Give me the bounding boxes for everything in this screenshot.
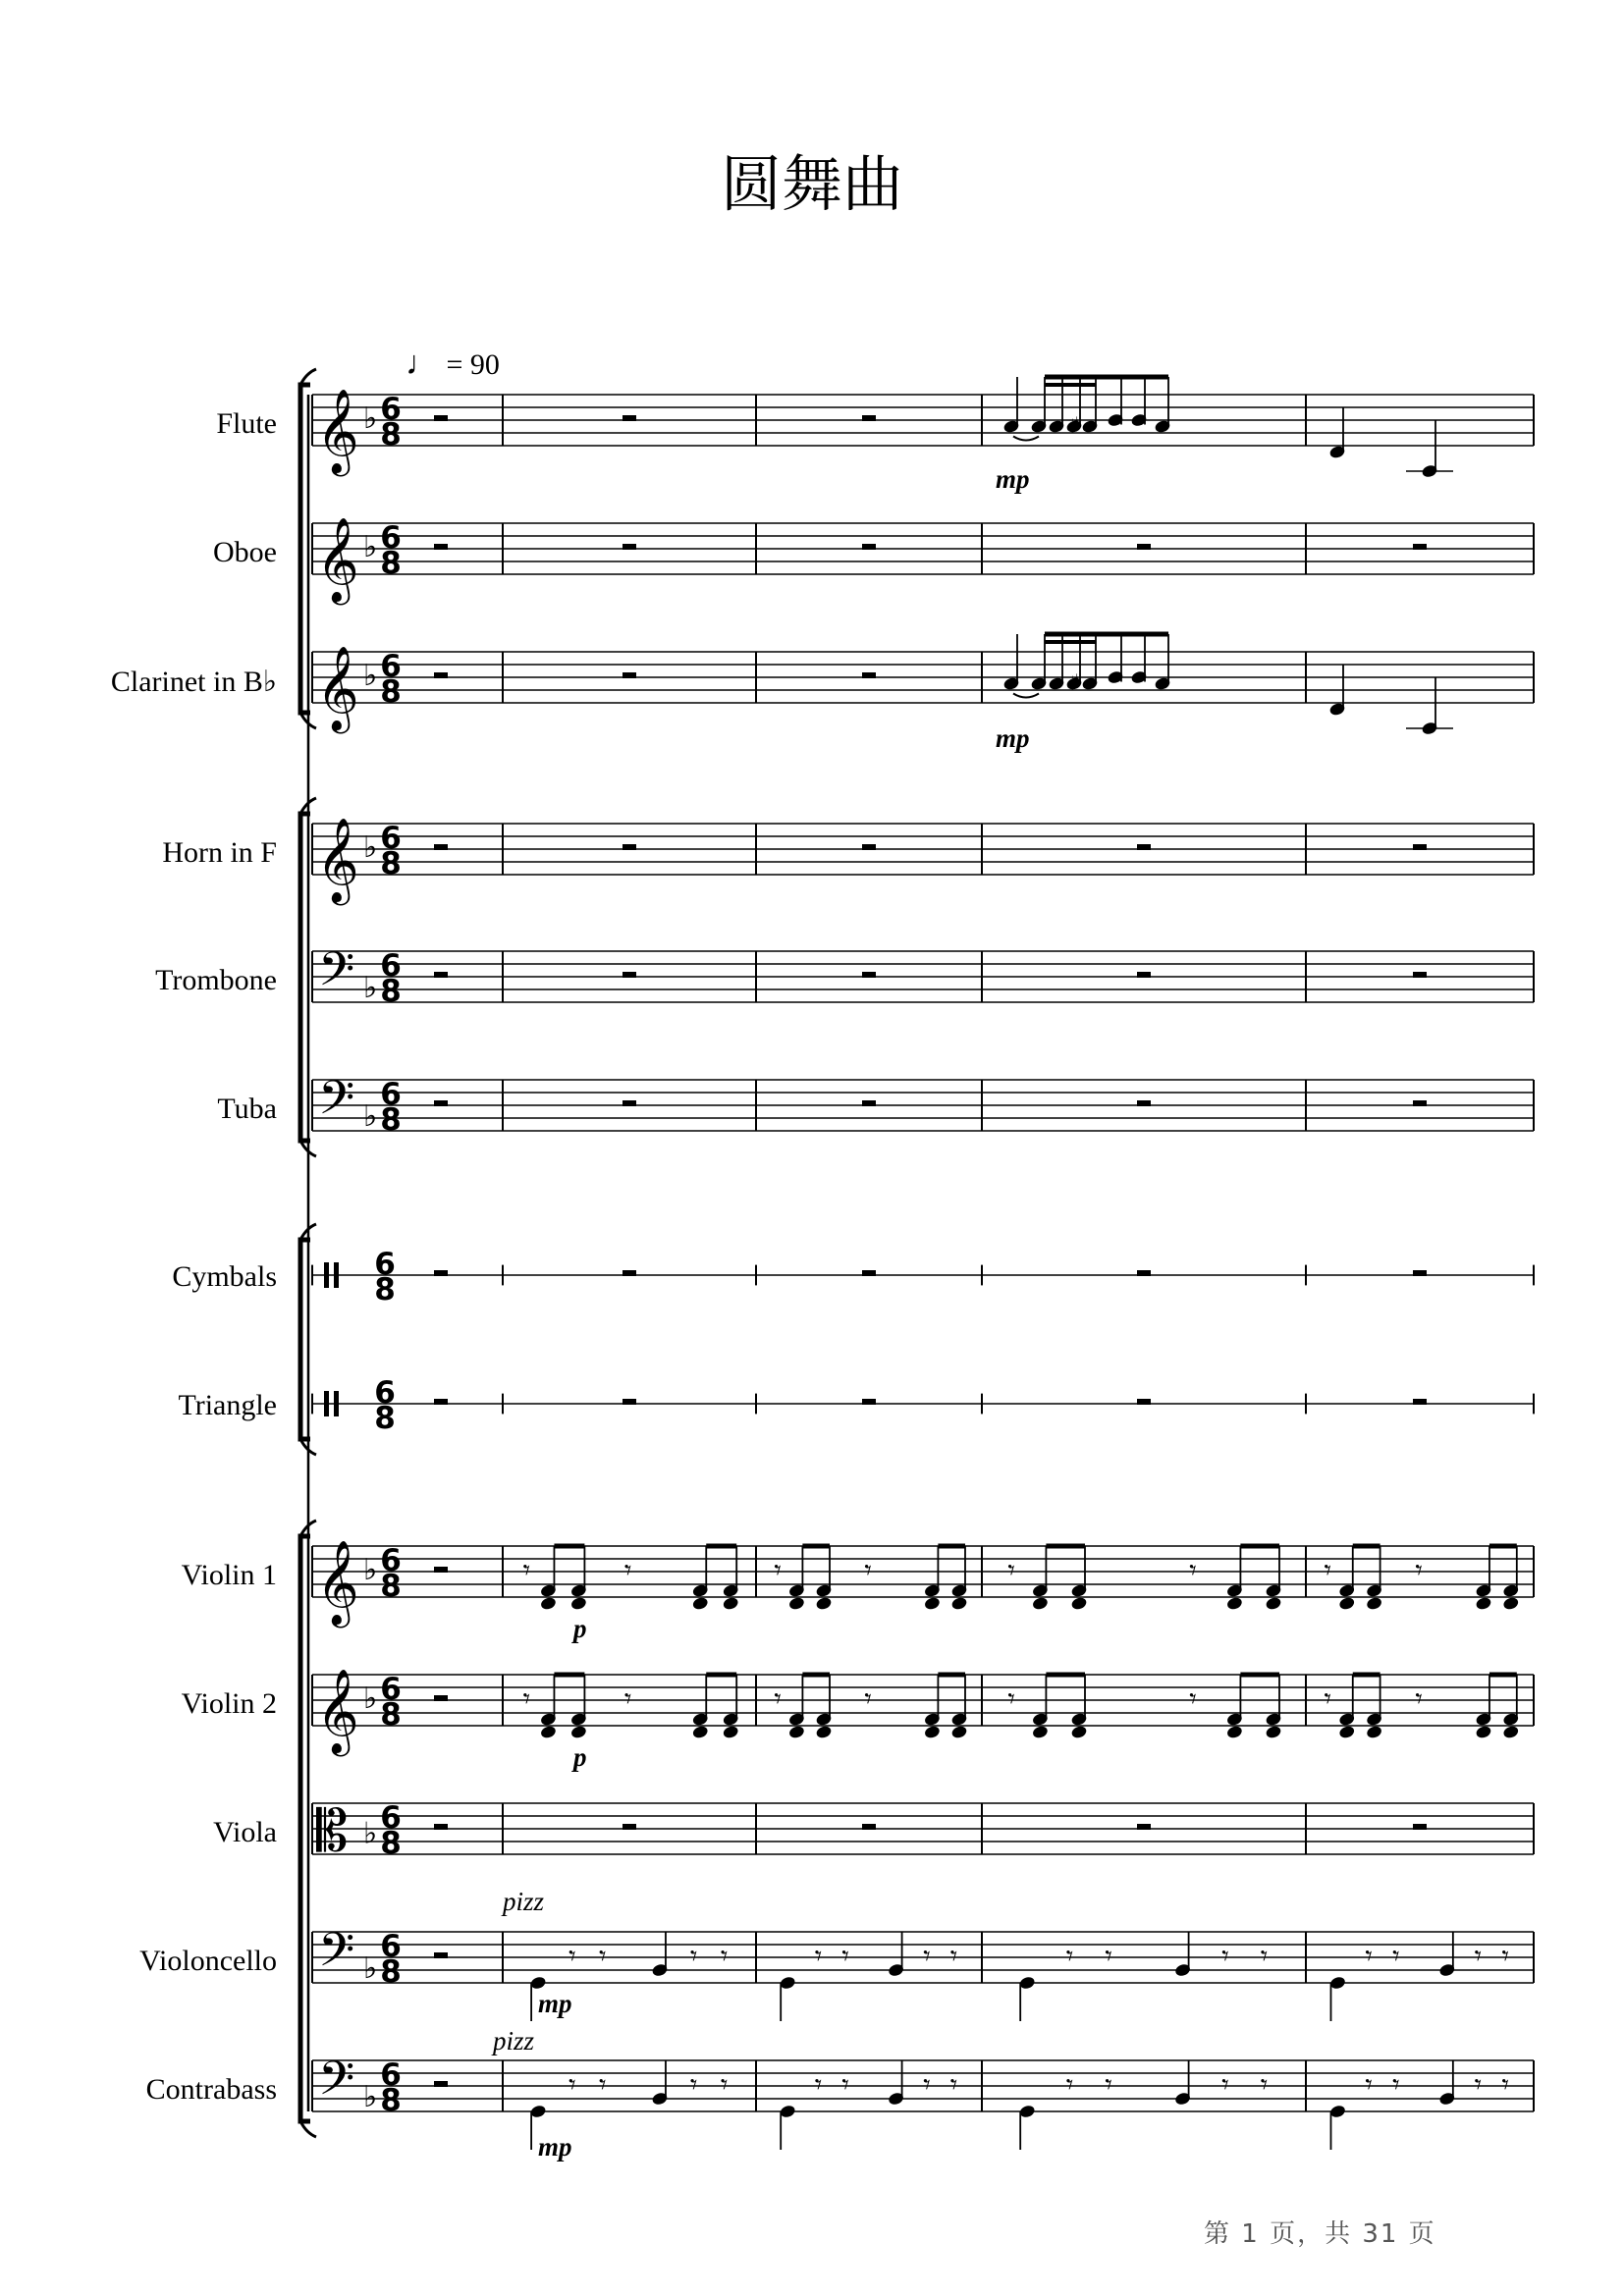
eighth-rest-icon: 𝄾 xyxy=(1260,2067,1269,2101)
notehead xyxy=(1366,1725,1383,1739)
notehead xyxy=(722,1725,739,1739)
eighth-rest-icon: 𝄾 xyxy=(720,1939,729,1972)
dynamic-cello: mp xyxy=(538,1989,572,2018)
notehead xyxy=(569,1725,587,1739)
notehead xyxy=(787,1725,805,1739)
label-contrabass: Contrabass xyxy=(145,2073,277,2106)
rest-icon xyxy=(1413,1100,1427,1106)
eighth-rest-icon: 𝄾 xyxy=(774,1553,782,1586)
rest-icon xyxy=(1137,1399,1151,1405)
score-title: 圆舞曲 xyxy=(720,148,903,220)
label-cymbals: Cymbals xyxy=(172,1260,277,1293)
rest-icon xyxy=(623,1270,636,1276)
percussion-clef-icon xyxy=(334,1262,339,1288)
staff-4 xyxy=(312,824,1534,875)
staff-7 xyxy=(312,1265,1534,1286)
rest-icon xyxy=(434,1270,448,1276)
eighth-rest-icon: 𝄾 xyxy=(841,1939,849,1972)
time-sig-top: 6 xyxy=(374,1247,396,1282)
eighth-rest-icon: 𝄾 xyxy=(1365,1939,1373,1972)
label-viola: Viola xyxy=(213,1816,277,1848)
bass-clef-icon: 𝄢 xyxy=(318,1922,355,1989)
rest-icon xyxy=(623,972,636,978)
quarter-note-icon: ♩ xyxy=(406,346,439,382)
flat-key-icon: ♭ xyxy=(363,401,378,436)
eighth-rest-icon: 𝄾 xyxy=(599,1939,607,1972)
time-sig-top: 6 xyxy=(380,1800,402,1836)
time-sig-top: 6 xyxy=(380,2057,402,2093)
eighth-rest-icon: 𝄾 xyxy=(1221,1939,1229,1972)
flat-key-icon: ♭ xyxy=(363,830,378,865)
time-sig-top: 6 xyxy=(380,948,402,984)
rest-icon xyxy=(623,1100,636,1106)
rest-icon xyxy=(623,415,636,421)
notehead xyxy=(1338,1725,1356,1739)
eighth-rest-icon: 𝄾 xyxy=(814,2067,823,2101)
eighth-rest-icon: 𝄾 xyxy=(1415,1553,1423,1586)
rest-icon xyxy=(1413,972,1427,978)
notehead xyxy=(722,1596,739,1611)
notehead xyxy=(1265,1596,1282,1611)
time-sig-top: 6 xyxy=(380,520,402,556)
eighth-rest-icon: 𝄾 xyxy=(1105,1939,1112,1972)
rest-icon xyxy=(623,544,636,550)
time-sig-bottom: 8 xyxy=(380,974,402,1009)
flat-key-icon: ♭ xyxy=(363,971,378,1005)
label-trombone: Trombone xyxy=(155,964,277,996)
percussion-clef-icon xyxy=(324,1262,329,1288)
flat-key-icon: ♭ xyxy=(363,530,378,564)
time-sig-bottom: 8 xyxy=(380,1697,402,1733)
rest-icon xyxy=(434,544,448,550)
time-sig-bottom: 8 xyxy=(374,1401,396,1436)
sharp-icon: ♯ xyxy=(1069,413,1080,439)
flat-key-icon: ♭ xyxy=(363,1951,378,1986)
notehead xyxy=(1070,1596,1088,1611)
dynamic-clarinet: mp xyxy=(996,723,1030,753)
eighth-rest-icon: 𝄾 xyxy=(1324,1682,1332,1715)
flat-key-icon: ♭ xyxy=(363,1682,378,1716)
dynamic-flute: mp xyxy=(996,464,1030,494)
page-footer: 第 1 页，共 31 页 xyxy=(1204,2219,1436,2249)
treble-clef-icon: 𝄞 xyxy=(316,1669,359,1753)
rest-icon xyxy=(862,1824,876,1830)
time-sig-bottom: 8 xyxy=(380,1826,402,1861)
rest-icon xyxy=(623,844,636,850)
eighth-rest-icon: 𝄾 xyxy=(1065,1939,1074,1972)
staff-3 xyxy=(312,652,1534,703)
bass-clef-icon: 𝄢 xyxy=(318,1070,355,1137)
eighth-rest-icon: 𝄾 xyxy=(1221,2067,1229,2101)
notehead xyxy=(815,1725,833,1739)
rest-icon xyxy=(862,844,876,850)
time-sig-top: 6 xyxy=(380,1543,402,1578)
flat-key-icon: ♭ xyxy=(363,1553,378,1587)
treble-clef-icon: 𝄞 xyxy=(316,517,359,602)
tie-icon xyxy=(1013,437,1039,441)
eighth-rest-icon: 𝄾 xyxy=(522,1682,531,1715)
time-sig-top: 6 xyxy=(380,649,402,684)
technique-cello: pizz xyxy=(503,1887,545,1916)
rest-icon xyxy=(862,672,876,678)
eighth-rest-icon: 𝄾 xyxy=(1415,1682,1423,1715)
eighth-rest-icon: 𝄾 xyxy=(522,1553,531,1586)
eighth-rest-icon: 𝄾 xyxy=(1392,1939,1400,1972)
alto-clef-icon: 𝄡 xyxy=(316,1797,349,1864)
time-sig-bottom: 8 xyxy=(380,1569,402,1604)
eighth-rest-icon: 𝄾 xyxy=(1260,1939,1269,1972)
flat-key-icon: ♭ xyxy=(363,2080,378,2114)
rest-icon xyxy=(862,415,876,421)
eighth-rest-icon: 𝄾 xyxy=(774,1682,782,1715)
rest-icon xyxy=(434,1695,448,1701)
rest-icon xyxy=(434,672,448,678)
percussion-clef-icon xyxy=(334,1391,339,1416)
technique-contrabass: pizz xyxy=(493,2026,535,2056)
rest-icon xyxy=(862,544,876,550)
eighth-rest-icon: 𝄾 xyxy=(1501,1939,1509,1972)
time-sig-bottom: 8 xyxy=(380,2083,402,2118)
rest-icon xyxy=(434,415,448,421)
time-sig-top: 6 xyxy=(380,821,402,856)
eighth-rest-icon: 𝄾 xyxy=(689,2067,698,2101)
notehead xyxy=(1338,1596,1356,1611)
treble-clef-icon: 𝄞 xyxy=(316,646,359,730)
rest-icon xyxy=(623,672,636,678)
rest-icon xyxy=(862,1270,876,1276)
staff-8 xyxy=(312,1394,1534,1415)
eighth-rest-icon: 𝄾 xyxy=(623,1682,632,1715)
dynamic-contrabass: mp xyxy=(538,2132,572,2162)
notehead xyxy=(1031,1596,1049,1611)
notehead xyxy=(1475,1725,1492,1739)
notehead xyxy=(1502,1725,1520,1739)
notehead xyxy=(1225,1725,1243,1739)
notehead xyxy=(923,1725,941,1739)
label-clarinet: Clarinet in B♭ xyxy=(110,666,277,698)
rest-icon xyxy=(623,1824,636,1830)
eighth-rest-icon: 𝄾 xyxy=(1007,1682,1015,1715)
eighth-rest-icon: 𝄾 xyxy=(1189,1682,1197,1715)
eighth-rest-icon: 𝄾 xyxy=(1065,2067,1074,2101)
sharp-icon: ♯ xyxy=(1069,670,1080,696)
time-sig-bottom: 8 xyxy=(374,1272,396,1308)
dynamic-violin-2: p xyxy=(573,1742,587,1772)
eighth-rest-icon: 𝄾 xyxy=(1007,1553,1015,1586)
rest-icon xyxy=(1137,972,1151,978)
rest-icon xyxy=(1137,544,1151,550)
flat-key-icon: ♭ xyxy=(363,659,378,693)
eighth-rest-icon: 𝄾 xyxy=(1365,2067,1373,2101)
time-sig-top: 6 xyxy=(380,392,402,427)
label-violoncello: Violoncello xyxy=(139,1945,277,1977)
notehead xyxy=(569,1596,587,1611)
eighth-rest-icon: 𝄾 xyxy=(568,1939,576,1972)
rest-icon xyxy=(1413,1270,1427,1276)
label-violin-1: Violin 1 xyxy=(181,1559,277,1591)
eighth-rest-icon: 𝄾 xyxy=(1474,2067,1483,2101)
eighth-rest-icon: 𝄾 xyxy=(689,1939,698,1972)
eighth-rest-icon: 𝄾 xyxy=(720,2067,729,2101)
eighth-rest-icon: 𝄾 xyxy=(864,1682,872,1715)
eighth-rest-icon: 𝄾 xyxy=(623,1553,632,1586)
staff-2 xyxy=(312,523,1534,574)
treble-clef-icon: 𝄞 xyxy=(316,1540,359,1625)
notehead xyxy=(950,1596,968,1611)
tie-icon xyxy=(1013,694,1039,698)
rest-icon xyxy=(434,1824,448,1830)
eighth-rest-icon: 𝄾 xyxy=(814,1939,823,1972)
rest-icon xyxy=(434,1567,448,1573)
eighth-rest-icon: 𝄾 xyxy=(1105,2067,1112,2101)
eighth-rest-icon: 𝄾 xyxy=(923,1939,931,1972)
rest-icon xyxy=(1137,1824,1151,1830)
eighth-rest-icon: 𝄾 xyxy=(1501,2067,1509,2101)
rest-icon xyxy=(623,1399,636,1405)
label-oboe: Oboe xyxy=(213,536,277,568)
rest-icon xyxy=(434,1399,448,1405)
time-sig-top: 6 xyxy=(374,1375,396,1411)
label-violin-2: Violin 2 xyxy=(181,1687,277,1720)
label-horn: Horn in F xyxy=(162,836,277,869)
eighth-rest-icon: 𝄾 xyxy=(1189,1553,1197,1586)
rest-icon xyxy=(1137,1100,1151,1106)
staff-5 xyxy=(312,951,1534,1002)
time-sig-bottom: 8 xyxy=(380,417,402,453)
notehead xyxy=(1031,1725,1049,1739)
time-sig-top: 6 xyxy=(380,1672,402,1707)
bass-clef-icon: 𝄢 xyxy=(318,2051,355,2117)
tempo-value: = 90 xyxy=(446,348,500,381)
time-sig-bottom: 8 xyxy=(380,1102,402,1138)
notehead xyxy=(950,1725,968,1739)
rest-icon xyxy=(1413,1824,1427,1830)
eighth-rest-icon: 𝄾 xyxy=(949,1939,958,1972)
rest-icon xyxy=(1137,1270,1151,1276)
rest-icon xyxy=(1413,544,1427,550)
eighth-rest-icon: 𝄾 xyxy=(568,2067,576,2101)
time-sig-top: 6 xyxy=(380,1929,402,1964)
label-tuba: Tuba xyxy=(217,1093,277,1125)
bass-clef-icon: 𝄢 xyxy=(318,941,355,1008)
staff-6 xyxy=(312,1080,1534,1131)
staff-11 xyxy=(312,1803,1534,1854)
treble-clef-icon: 𝄞 xyxy=(316,389,359,473)
flat-key-icon: ♭ xyxy=(363,1816,378,1851)
notehead xyxy=(1265,1725,1282,1739)
time-sig-bottom: 8 xyxy=(380,546,402,581)
eighth-rest-icon: 𝄾 xyxy=(1392,2067,1400,2101)
label-flute: Flute xyxy=(216,407,277,440)
eighth-rest-icon: 𝄾 xyxy=(923,2067,931,2101)
treble-clef-icon: 𝄞 xyxy=(316,818,359,902)
time-sig-bottom: 8 xyxy=(380,846,402,881)
rest-icon xyxy=(862,1100,876,1106)
eighth-rest-icon: 𝄾 xyxy=(599,2067,607,2101)
notehead xyxy=(1475,1596,1492,1611)
eighth-rest-icon: 𝄾 xyxy=(949,2067,958,2101)
notehead xyxy=(923,1596,941,1611)
rest-icon xyxy=(434,972,448,978)
staff-1 xyxy=(312,395,1534,446)
notehead xyxy=(1070,1725,1088,1739)
rest-icon xyxy=(862,972,876,978)
notehead xyxy=(1225,1596,1243,1611)
rest-icon xyxy=(434,1952,448,1958)
eighth-rest-icon: 𝄾 xyxy=(1474,1939,1483,1972)
notehead xyxy=(787,1596,805,1611)
notehead xyxy=(540,1596,558,1611)
time-sig-bottom: 8 xyxy=(380,674,402,710)
notehead xyxy=(540,1725,558,1739)
notehead xyxy=(815,1596,833,1611)
eighth-rest-icon: 𝄾 xyxy=(1324,1553,1332,1586)
percussion-clef-icon xyxy=(324,1391,329,1416)
notehead xyxy=(1366,1596,1383,1611)
flat-key-icon: ♭ xyxy=(363,1099,378,1134)
notehead xyxy=(691,1596,709,1611)
eighth-rest-icon: 𝄾 xyxy=(841,2067,849,2101)
rest-icon xyxy=(434,844,448,850)
time-sig-top: 6 xyxy=(380,1077,402,1112)
time-sig-bottom: 8 xyxy=(380,1954,402,1990)
rest-icon xyxy=(434,1100,448,1106)
rest-icon xyxy=(1137,844,1151,850)
rest-icon xyxy=(1413,1399,1427,1405)
rest-icon xyxy=(1413,844,1427,850)
notehead xyxy=(1502,1596,1520,1611)
eighth-rest-icon: 𝄾 xyxy=(864,1553,872,1586)
rest-icon xyxy=(862,1399,876,1405)
dynamic-violin-1: p xyxy=(573,1614,587,1643)
notehead xyxy=(691,1725,709,1739)
label-triangle: Triangle xyxy=(178,1389,277,1421)
rest-icon xyxy=(434,2081,448,2087)
